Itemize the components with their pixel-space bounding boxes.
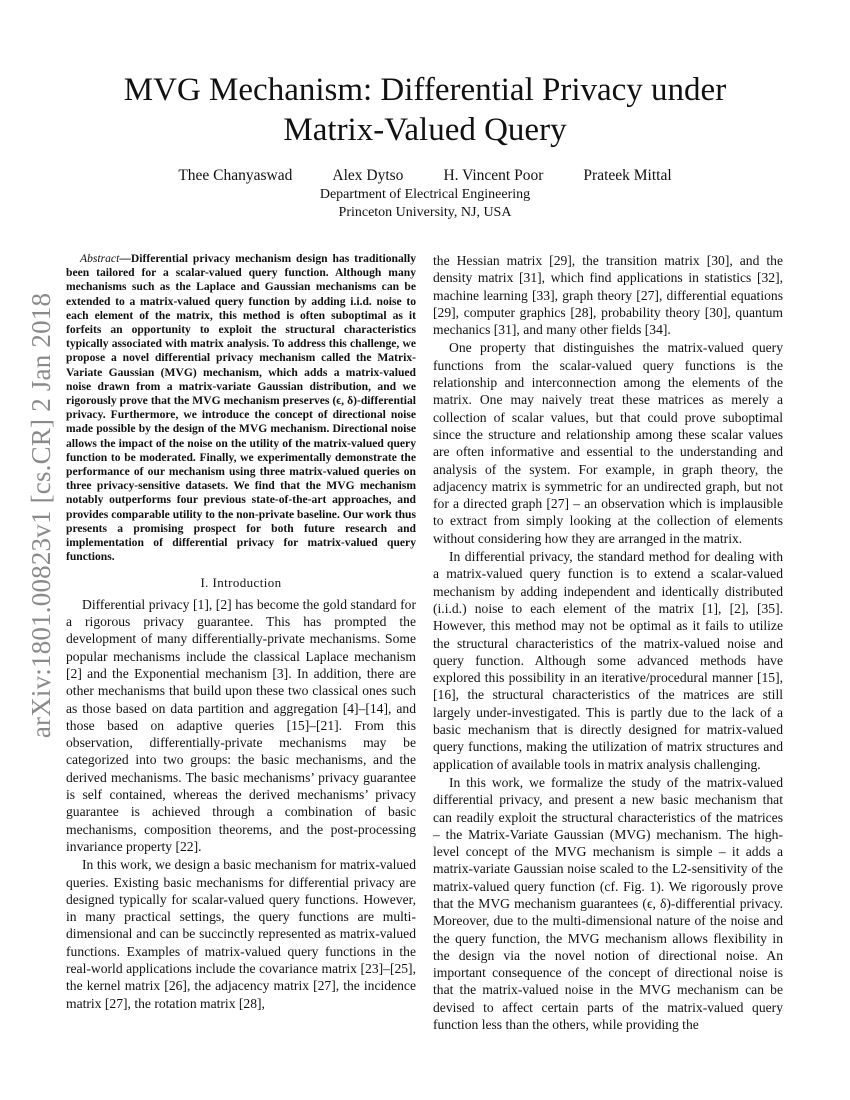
author-4: Prateek Mittal [583,167,672,184]
affiliation-department: Department of Electrical Engineering [319,187,531,202]
title-line-1: MVG Mechanism: Differential Privacy under [123,72,727,108]
author-2: Alex Dytso [332,167,404,184]
abstract [66,252,416,564]
right-column [433,252,783,1033]
author-1: Thee Chanyaswad [178,167,293,184]
arxiv-identifier [20,292,64,738]
arxiv-identifier-text: arXiv:1801.00823v1 [cs.CR] 2 Jan 2018 [26,292,57,738]
abstract-lead: Abstract [80,252,120,265]
title-line-2: Matrix-Valued Query [283,112,567,148]
right-paragraph-1: the Hessian matrix [29], the transition matrix [30], and the density matrix [31], which find applications in statistics [32], machine learning [33], graph theory [27], differential equations [29], computer graphics [28], probability theory [30], quantum mechanics [31], and many other fields [34]. [433,253,783,338]
affiliation-university: Princeton University, NJ, USA [338,205,512,220]
intro-paragraph-2: In this work, we design a basic mechanism for matrix-valued queries. Existing basic mechanisms for differential privacy are designed typically for scalar-valued query functions. However, in many practical settings, the query functions are multi-dimensional and can be succinctly represented as matrix-valued functions. Examples of matrix-valued query functions in the real-world applications include the covariance matrix [23]–[25], the kernel matrix [26], the adjacency matrix [27], the incidence matrix [27], the rotation matrix [28], [66,857,416,1011]
right-paragraph-2: One property that distinguishes the matrix-valued query functions from the scalar-valued query functions is the relationship and interconnection among the elements of the matrix. One may naively treat these matrices as merely a collection of scalar values, but that could prove suboptimal since the structure and relationship among these scalar values are often informative and essential to the understanding and analysis of the system. For example, in graph theory, the adjacency matrix is symmetric for an undirected graph, but not for a directed graph [27] – an observation which is implausible to extract from simply looking at the collection of elements without considering how they are arranged in the matrix. [433,340,783,546]
left-column [66,252,416,1012]
abstract-text: —Differential privacy mechanism design has traditionally been tailored for a scalar-valued query function. Although many mechanisms such as the Laplace and Gaussian mechanisms can be extended to a matrix-valued query function by adding i.i.d. noise to each element of the matrix, this method is often suboptimal as it forfeits an opportunity to exploit the structural characteristics typically associated with matrix analysis. To address this challenge, we propose a novel differential privacy mechanism called the Matrix-Variate Gaussian (MVG) mechanism, which adds a matrix-valued noise drawn from a matrix-variate Gaussian distribution, and we rigorously prove that the MVG mechanism preserves (ϵ, δ)-differential privacy. Furthermore, we introduce the concept of directional noise made possible by the design of the MVG mechanism. Directional noise allows the impact of the noise on the utility of the matrix-valued query function to be moderated. Finally, we experimentally demonstrate the performance of our mechanism using three matrix-valued queries on three privacy-sensitive datasets. We find that the MVG mechanism notably outperforms four previous state-of-the-art approaches, and provides comparable utility to the non-private baseline. Our work thus presents a promising prospect for both future research and implementation of differential privacy for matrix-valued query functions. [66,252,416,564]
right-paragraph-3: In differential privacy, the standard method for dealing with a matrix-valued query function is to extend a scalar-valued mechanism by adding independent and identically distributed (i.i.d.) noise to each element of the matrix [1], [2], [35]. However, this method may not be optimal as it fails to utilize the structural characteristics of the matrix-valued noise and query function. Although some advanced methods have explored this possibility in an iterative/procedural manner [15], [16], the structural characteristics of the matrices are still largely under-investigated. This is partly due to the lack of a basic mechanism that is directly designed for matrix-valued query functions, making the utilization of matrix structures and application of available tools in matrix analysis challenging. [433,549,783,772]
right-paragraph-4: In this work, we formalize the study of the matrix-valued differential privacy, and present a new basic mechanism that can readily exploit the structural characteristics of the matrices – the Matrix-Variate Gaussian (MVG) mechanism. The high-level concept of the MVG mechanism is simple – it adds a matrix-variate Gaussian noise scaled to the L2-sensitivity of the matrix-valued query function (cf. Fig. 1). We rigorously prove that the MVG mechanism guarantees (ϵ, δ)-differential privacy. Moreover, due to the multi-dimensional nature of the noise and the query function, the MVG mechanism allows flexibility in the design via the novel notion of directional noise. An important consequence of the concept of directional noise is that the matrix-valued noise in the MVG mechanism can be devised to affect certain parts of the matrix-valued query function less than the others, while providing the [433,774,783,1033]
author-3: H. Vincent Poor [443,167,544,184]
paper-title [60,70,790,150]
section-heading-introduction: I. Introduction [200,575,282,591]
intro-paragraph-1: Differential privacy [1], [2] has become the gold standard for a rigorous privacy guarantee. This has prompted the development of many differentially-private mechanisms. Some popular mechanisms include the classical Laplace mechanism [2] and the Exponential mechanism [3]. In addition, there are other mechanisms that build upon these two classical ones such as those based on data partition and aggregation [4]–[14], and those based on adaptive queries [15]–[21]. From this observation, differentially-private mechanisms may be categorized into two groups: the basic mechanisms, and the derived mechanisms. The basic mechanisms’ privacy guarantee is self contained, whereas the derived mechanisms’ privacy guarantee is achieved through a combination of basic mechanisms, composition theorems, and the post-processing invariance property [22]. [66,596,416,854]
author-list [100,167,750,185]
